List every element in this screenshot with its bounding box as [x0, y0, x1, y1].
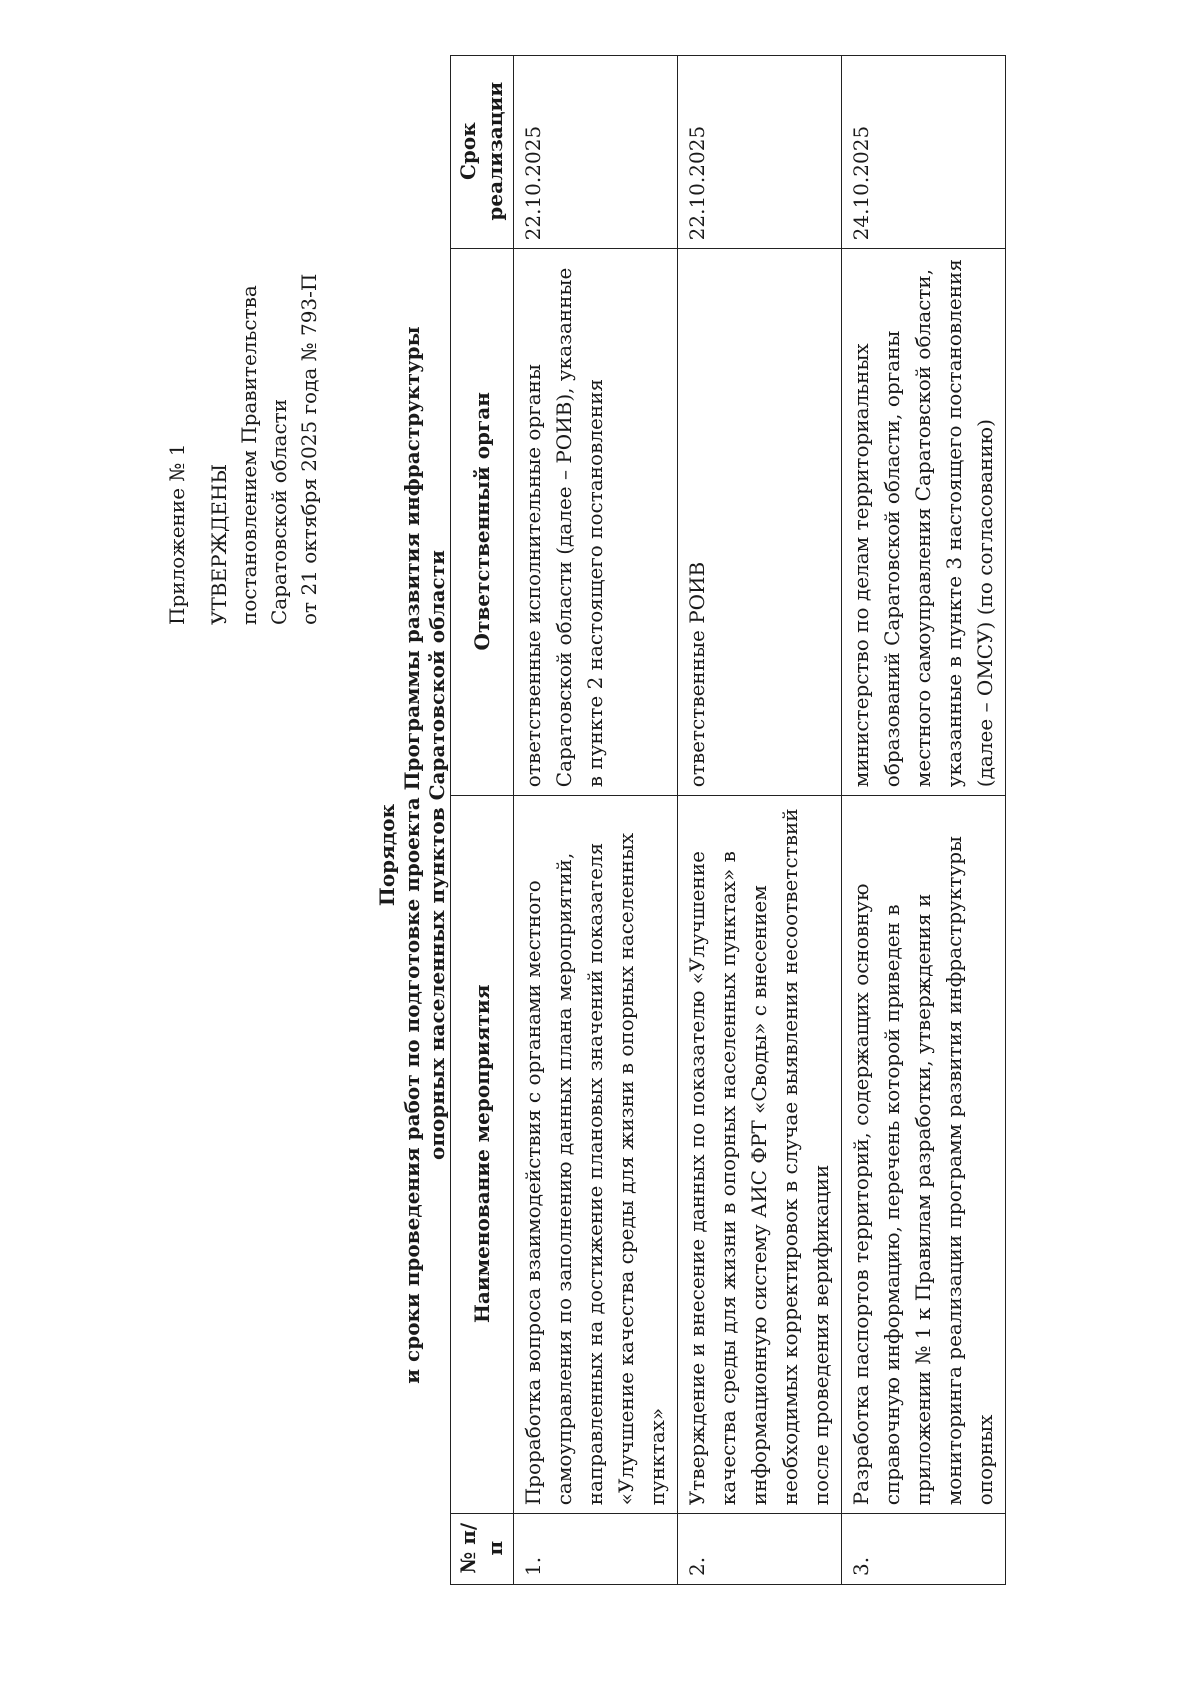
document-title: [375, 125, 450, 1585]
approval-block: [162, 274, 324, 625]
row-num: 2.: [678, 1514, 842, 1585]
annex-label: Приложение № 1: [165, 443, 189, 625]
table-row: [842, 56, 1006, 1585]
row-num: 3.: [842, 1514, 1006, 1585]
row-date: 24.10.2025: [842, 56, 1006, 249]
row-num: 1.: [514, 1514, 678, 1585]
approved-label: УТВЕРЖДЕНЫ: [207, 464, 231, 625]
title-line-2: и сроки проведения работ по подготовке проекта Программы развития инфраструктуры: [400, 326, 424, 1384]
row-name: Проработка вопроса взаимодействия с органами местного самоуправления по заполнению данных плана мероприятий, направленных на достижение плановых значений показателя «Улучшение качества среды для жизни в опорных населенных пунктах»: [514, 796, 678, 1514]
title-line-3: опорных населенных пунктов Саратовской области: [425, 550, 449, 1160]
row-name: Утверждение и внесение данных по показателю «Улучшение качества среды для жизни в опорных населенных пунктах» в информационную систему АИС ФРТ «Своды» с внесением необходимых корректировок в случае выявления несоответствий после проведения верификации: [678, 796, 842, 1514]
header-name: Наименование мероприятия: [451, 796, 514, 1514]
table-row: [678, 56, 842, 1585]
header-date: Срок реализации: [451, 56, 514, 249]
schedule-table: [450, 55, 1006, 1585]
title-line-1: Порядок: [375, 803, 399, 907]
row-date: 22.10.2025: [514, 56, 678, 249]
header-num: № п/п: [451, 1514, 514, 1585]
header-org: Ответственный орган: [451, 249, 514, 796]
row-org: министерство по делам территориальных образований Саратовской области, органы местного самоуправления Саратовской области, указанные в пункте 3 настоящего постановления (далее – ОМСУ) (по согласованию): [842, 249, 1006, 796]
table-row: [514, 56, 678, 1585]
approval-line-2: Саратовской области: [267, 398, 291, 625]
row-org: ответственные исполнительные органы Саратовской области (далее – РОИВ), указанные в пункте 2 настоящего постановления: [514, 249, 678, 796]
approval-line-1: постановлением Правительства: [237, 285, 261, 625]
approval-line-3: от 21 октября 2025 года № 793-П: [297, 273, 321, 625]
table-header-row: [451, 56, 514, 1585]
row-date: 22.10.2025: [678, 56, 842, 249]
row-org: ответственные РОИВ: [678, 249, 842, 796]
row-name: Разработка паспортов территорий, содержащих основную справочную информацию, перечень которой приведен в приложении № 1 к Правилам разработки, утверждения и мониторинга реализации программ развития инфраструктуры опорных: [842, 796, 1006, 1514]
rotated-page: [20, 55, 1120, 1665]
